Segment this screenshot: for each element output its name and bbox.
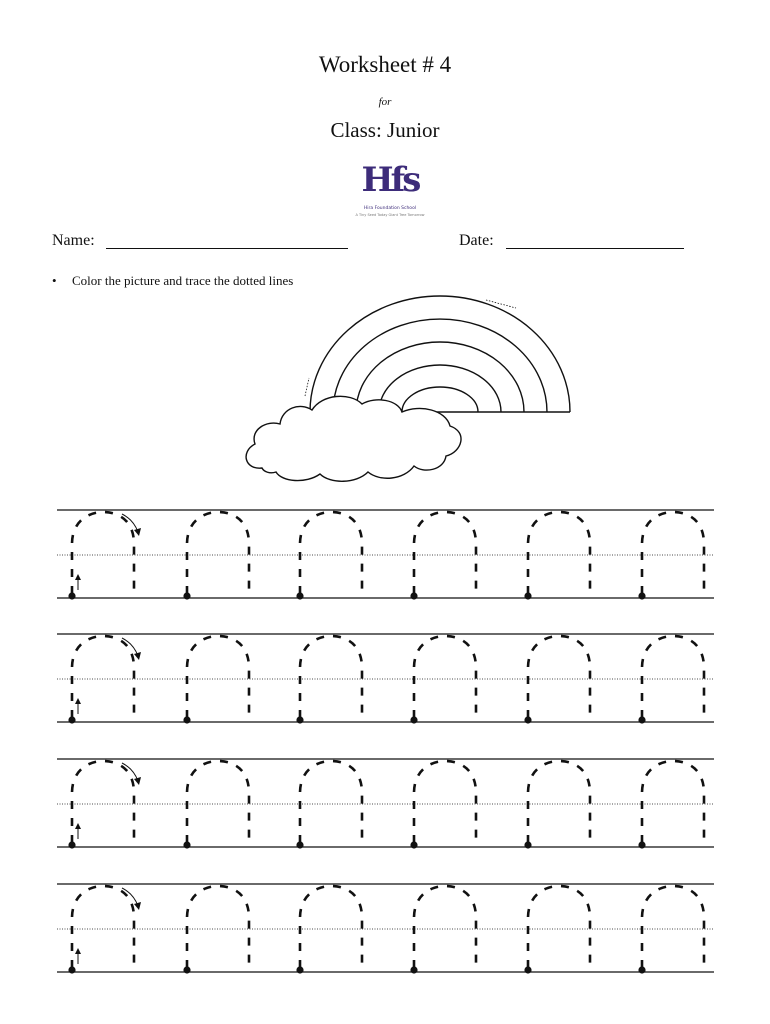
school-logo [355, 160, 425, 224]
start-dot [68, 592, 75, 599]
bullet: • [52, 273, 57, 288]
start-dot [183, 841, 190, 848]
rainbow-arc-1 [310, 296, 570, 412]
start-dot [296, 592, 303, 599]
start-dot [524, 966, 531, 973]
start-dot [68, 716, 75, 723]
dotted-letter-n [300, 636, 362, 718]
dotted-letter-n [300, 512, 362, 594]
tracing-row [57, 634, 714, 724]
name-input-line[interactable] [106, 248, 348, 249]
dotted-letter-n [72, 761, 134, 843]
start-dot [68, 966, 75, 973]
curve-arrow-icon [122, 514, 138, 532]
curve-arrowhead-icon [134, 528, 141, 536]
dotted-letter-n [528, 761, 590, 843]
start-dot [410, 716, 417, 723]
start-dot [296, 966, 303, 973]
dotted-letter-n [72, 886, 134, 968]
dotted-letter-n [187, 636, 249, 718]
dotted-letter-n [187, 761, 249, 843]
start-dot [638, 966, 645, 973]
dotted-letter-n [72, 512, 134, 594]
start-dot [183, 716, 190, 723]
start-dot [410, 841, 417, 848]
name-label: Name: [52, 232, 95, 249]
start-dot [638, 841, 645, 848]
dotted-letter-n [642, 512, 704, 594]
dotted-letter-n [414, 761, 476, 843]
dotted-letter-n [528, 512, 590, 594]
start-dot [68, 841, 75, 848]
start-dot [296, 716, 303, 723]
logo-motto: A Tiny Seed Today Giant Tree Tomorrow [355, 213, 425, 217]
start-dot [183, 966, 190, 973]
dotted-letter-n [414, 636, 476, 718]
dotted-letter-n [528, 636, 590, 718]
curve-arrow-icon [122, 888, 138, 906]
up-arrowhead-icon [75, 948, 81, 954]
start-dot [638, 592, 645, 599]
instruction [52, 273, 293, 289]
start-dot [296, 841, 303, 848]
dotted-letter-n [642, 761, 704, 843]
start-dot [638, 716, 645, 723]
logo-mark: Hfs [361, 160, 419, 200]
dotted-letter-n [300, 761, 362, 843]
class-label: Class: Junior [330, 118, 440, 142]
curve-arrow-icon [122, 763, 138, 781]
start-dot [183, 592, 190, 599]
date-label: Date: [459, 232, 494, 249]
dotted-letter-n [528, 886, 590, 968]
dotted-letter-n [187, 886, 249, 968]
up-arrowhead-icon [75, 698, 81, 704]
curve-arrow-icon [122, 638, 138, 656]
tracing-row [57, 884, 714, 974]
start-dot [410, 592, 417, 599]
cloud [246, 396, 461, 481]
start-dot [524, 841, 531, 848]
dotted-letter-n [414, 886, 476, 968]
dotted-letter-n [187, 512, 249, 594]
curve-arrowhead-icon [134, 777, 141, 785]
logo-school-name: Hira Foundation School [363, 206, 417, 211]
start-dot [524, 592, 531, 599]
instruction-text: Color the picture and trace the dotted lines [72, 273, 294, 288]
start-dot [410, 966, 417, 973]
tracing-row [57, 759, 714, 849]
rainbow-cloud-icon [240, 288, 580, 488]
date-input-line[interactable] [506, 248, 684, 249]
letter-tracing-area [0, 495, 770, 985]
worksheet-title: Worksheet # 4 [318, 52, 452, 77]
dotted-letter-n [300, 886, 362, 968]
dotted-letter-n [72, 636, 134, 718]
dotted-letter-n [642, 636, 704, 718]
dotted-letter-n [642, 886, 704, 968]
tracing-row [57, 510, 714, 600]
curve-arrowhead-icon [134, 902, 141, 910]
up-arrowhead-icon [75, 574, 81, 580]
start-dot [524, 716, 531, 723]
curve-arrowhead-icon [134, 652, 141, 660]
dotted-letter-n [414, 512, 476, 594]
for-label: for [378, 96, 392, 108]
up-arrowhead-icon [75, 823, 81, 829]
